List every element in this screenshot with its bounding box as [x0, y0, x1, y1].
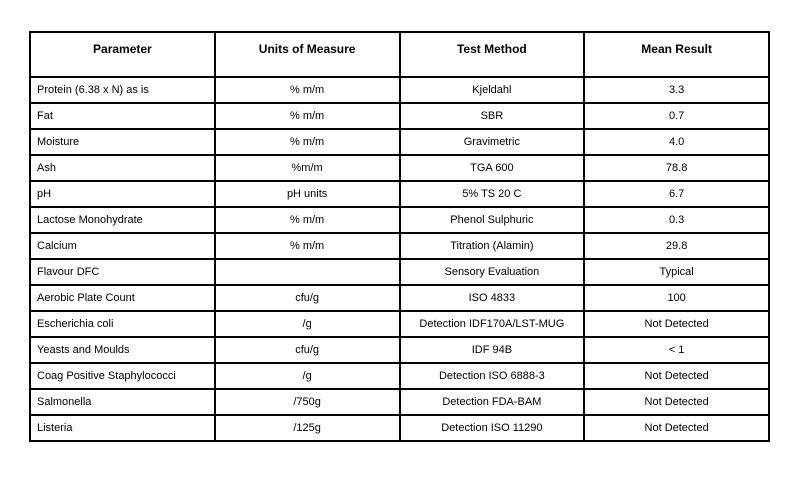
cell-parameter: Protein (6.38 x N) as is [30, 77, 215, 103]
table-row [30, 389, 769, 415]
cell-units: /750g [215, 389, 400, 415]
cell-parameter: Calcium [30, 233, 215, 259]
cell-test-method: Detection IDF170A/LST-MUG [400, 311, 585, 337]
cell-units [215, 259, 400, 285]
cell-parameter: Yeasts and Moulds [30, 337, 215, 363]
cell-units: % m/m [215, 233, 400, 259]
cell-units: % m/m [215, 77, 400, 103]
cell-units: /g [215, 311, 400, 337]
column-header-mean-result: Mean Result [584, 32, 769, 77]
cell-mean-result: < 1 [584, 337, 769, 363]
cell-test-method: SBR [400, 103, 585, 129]
cell-test-method: 5% TS 20 C [400, 181, 585, 207]
column-header-test-method: Test Method [400, 32, 585, 77]
cell-units: %m/m [215, 155, 400, 181]
cell-mean-result: Not Detected [584, 311, 769, 337]
spec-sheet [29, 31, 770, 442]
table-row [30, 233, 769, 259]
cell-parameter: Salmonella [30, 389, 215, 415]
cell-units: % m/m [215, 207, 400, 233]
cell-test-method: IDF 94B [400, 337, 585, 363]
cell-units: cfu/g [215, 337, 400, 363]
cell-units: /125g [215, 415, 400, 441]
cell-parameter: Moisture [30, 129, 215, 155]
table-row [30, 155, 769, 181]
table-row [30, 129, 769, 155]
cell-units: % m/m [215, 103, 400, 129]
cell-mean-result: 78.8 [584, 155, 769, 181]
cell-parameter: Aerobic Plate Count [30, 285, 215, 311]
cell-parameter: Ash [30, 155, 215, 181]
cell-mean-result: 100 [584, 285, 769, 311]
cell-mean-result: 0.7 [584, 103, 769, 129]
cell-mean-result: Not Detected [584, 363, 769, 389]
cell-parameter: Coag Positive Staphylococci [30, 363, 215, 389]
cell-test-method: Sensory Evaluation [400, 259, 585, 285]
cell-test-method: TGA 600 [400, 155, 585, 181]
cell-mean-result: 6.7 [584, 181, 769, 207]
table-row [30, 415, 769, 441]
cell-units: cfu/g [215, 285, 400, 311]
cell-mean-result: Not Detected [584, 389, 769, 415]
cell-test-method: Detection ISO 6888-3 [400, 363, 585, 389]
table-row [30, 311, 769, 337]
cell-test-method: Titration (Alamin) [400, 233, 585, 259]
table-row [30, 259, 769, 285]
cell-units: /g [215, 363, 400, 389]
cell-units: pH units [215, 181, 400, 207]
cell-mean-result: Typical [584, 259, 769, 285]
column-header-parameter: Parameter [30, 32, 215, 77]
cell-parameter: Listeria [30, 415, 215, 441]
table-row [30, 77, 769, 103]
cell-parameter: Escherichia coli [30, 311, 215, 337]
table-row [30, 207, 769, 233]
results-table [29, 31, 770, 442]
cell-units: % m/m [215, 129, 400, 155]
header-row [30, 32, 769, 77]
table-row [30, 285, 769, 311]
cell-mean-result: 3.3 [584, 77, 769, 103]
table-row [30, 363, 769, 389]
table-row [30, 337, 769, 363]
column-header-units: Units of Measure [215, 32, 400, 77]
cell-mean-result: 4.0 [584, 129, 769, 155]
cell-parameter: pH [30, 181, 215, 207]
cell-test-method: Detection ISO 11290 [400, 415, 585, 441]
cell-test-method: Phenol Sulphuric [400, 207, 585, 233]
cell-test-method: Kjeldahl [400, 77, 585, 103]
cell-test-method: Gravimetric [400, 129, 585, 155]
cell-test-method: Detection FDA-BAM [400, 389, 585, 415]
cell-test-method: ISO 4833 [400, 285, 585, 311]
cell-parameter: Lactose Monohydrate [30, 207, 215, 233]
table-row [30, 181, 769, 207]
cell-mean-result: 0.3 [584, 207, 769, 233]
table-row [30, 103, 769, 129]
cell-parameter: Flavour DFC [30, 259, 215, 285]
cell-mean-result: Not Detected [584, 415, 769, 441]
cell-mean-result: 29.8 [584, 233, 769, 259]
cell-parameter: Fat [30, 103, 215, 129]
